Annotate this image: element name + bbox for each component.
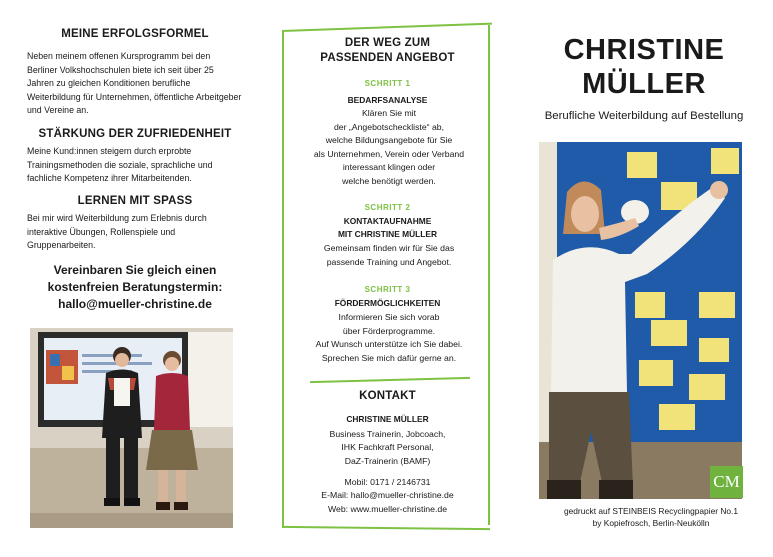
cta-email-link[interactable]: hallo@mueller-christine.de [58,297,212,311]
step-2-title-line: MIT CHRISTINE MÜLLER [337,229,438,239]
cover-name-line: CHRISTINE [563,34,725,66]
call-to-action [20,262,250,313]
step-3-line: Sprechen Sie mich dafür gerne an. [321,352,457,363]
contact-role: Business Trainerin, Jobcoach, [329,429,446,439]
print-note-line: gedruckt auf STEINBEIS Recyclingpapier No.1 [563,506,739,516]
certificate-photo [30,328,233,528]
step-3-title: FÖRDERMÖGLICHKEITEN [334,298,441,308]
step-1-line: als Unternehmen, Verein oder Verband [313,148,465,159]
step-2-title [290,215,485,241]
paragraph-zufriedenheit: Meine Kund:innen steigern durch erprobte Trainingsmethoden die soziale, sprachliche und fachliche Kompetenz ihrer Mitarbeitenden. [27,146,213,184]
print-note [536,505,766,529]
contact-role: IHK Fachkraft Personal, [341,442,434,453]
step-3-body [295,311,483,365]
frame-line-left [282,31,284,528]
frame-line-right [488,25,490,525]
process-title-line: PASSENDEN ANGEBOT [320,52,455,64]
step-2-line: Gemeinsam finden wir für Sie das [323,243,455,253]
contact-info [290,476,485,516]
heading-lernen-mit-spass: LERNEN MIT SPASS [77,195,193,207]
step-1-line: interessant klingen oder [342,162,436,173]
step-1-line: welche Bildungsangebote für Sie [325,135,453,146]
step-2-label: SCHRITT 2 [364,203,411,212]
contact-mobile[interactable]: Mobil: 0171 / 2146731 [344,477,431,487]
cm-logo: CM [710,466,743,498]
paragraph-erfolgsformel: Neben meinem offenen Kursprogramm bei den Berliner Volkshochschulen biete ich seit über 25 Jahren zu gleichen Konditionen berufliche Weiterbildung für Unternehmen, öffentliche Arbeitgeber und Vereine an. [27,51,242,116]
paragraph-lernen-mit-spass: Bei mir wird Weiterbildung zum Erlebnis durch interaktive Übungen, Rollenspiele und Gruppenarbeiten. [27,213,207,251]
step-1-label: SCHRITT 1 [364,79,411,88]
step-1-body [295,107,483,189]
contact-name: CHRISTINE MÜLLER [346,414,429,424]
step-3-label: SCHRITT 3 [364,285,411,294]
heading-erfolgsformel: MEINE ERFOLGSFORMEL [61,28,209,40]
contact-roles [290,428,485,468]
cta-line: kostenfreien Beratungstermin: [47,280,223,294]
contact-email-link[interactable]: E-Mail: hallo@mueller-christine.de [321,490,454,501]
contact-web-link[interactable]: Web: www.mueller-christine.de [327,503,448,514]
trainer-photo [539,142,742,499]
contact-heading: KONTAKT [359,390,416,402]
process-title [290,36,485,66]
cover-name [544,33,744,101]
step-2-body [295,242,483,269]
step-1-title: BEDARFSANALYSE [347,95,428,105]
contact-role: DaZ-Trainerin (BAMF) [344,455,431,466]
cover-name-line: MÜLLER [582,68,706,100]
step-3-line: über Förderprogramme. [342,325,436,336]
print-note-line: by Kopiefrosch, Berlin-Neukölln [592,518,710,528]
step-2-line: passende Training und Angebot. [326,256,452,267]
step-3-line: Informieren Sie sich vorab [338,312,440,322]
heading-zufriedenheit: STÄRKUNG DER ZUFRIEDENHEIT [38,128,232,140]
cta-line: Vereinbaren Sie gleich einen [53,263,217,277]
step-2-title-line: KONTAKTAUFNAHME [343,216,432,226]
cover-subtitle: Berufliche Weiterbildung auf Bestellung [544,110,744,122]
step-1-line: der „Angebotscheckliste“ ab, [333,121,445,132]
step-3-line: Auf Wunsch unterstütze ich Sie dabei. [315,339,463,350]
step-1-line: welche benötigt werden. [342,175,436,186]
process-title-line: DER WEG ZUM [344,37,431,49]
step-1-line: Klären Sie mit [361,108,417,118]
